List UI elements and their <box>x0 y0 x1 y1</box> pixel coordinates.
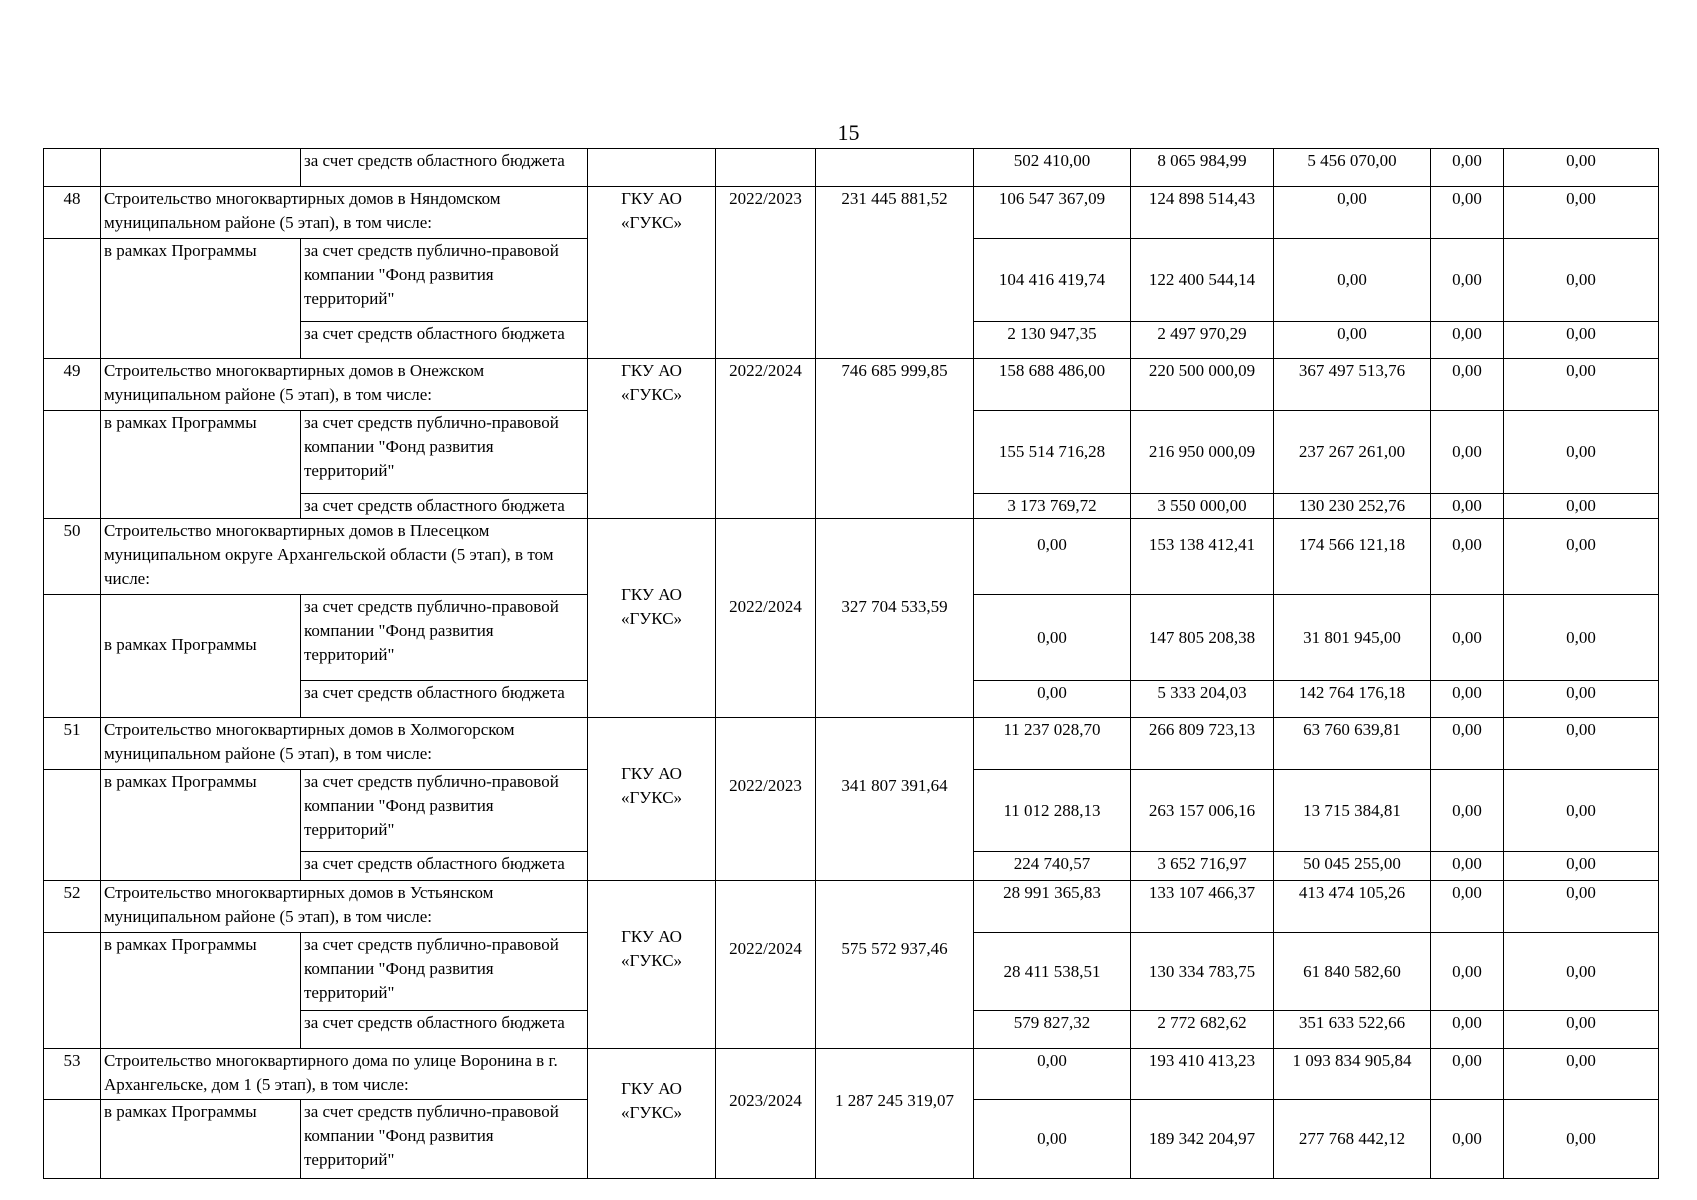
value-cell: 0,00 <box>1431 519 1504 595</box>
table-cell <box>588 149 716 187</box>
table-row <box>44 149 1659 187</box>
period-cell: 2022/2023 <box>716 187 816 359</box>
value-cell: 63 760 639,81 <box>1274 718 1431 770</box>
value-cell: 1 093 834 905,84 <box>1274 1049 1431 1100</box>
row-number: 48 <box>44 187 101 239</box>
value-cell: 0,00 <box>974 1100 1131 1179</box>
row-number: 53 <box>44 1049 101 1100</box>
value-cell: 224 740,57 <box>974 852 1131 881</box>
sub-label: в рамках Программы <box>101 933 301 1049</box>
value-cell: 0,00 <box>1504 1049 1659 1100</box>
agency-cell: ГКУ АО «ГУКС» <box>588 881 716 1049</box>
value-cell: 216 950 000,09 <box>1131 411 1274 494</box>
value-cell: 11 012 288,13 <box>974 770 1131 852</box>
value-cell: 2 497 970,29 <box>1131 322 1274 359</box>
value-cell: 0,00 <box>1431 239 1504 322</box>
value-cell: 106 547 367,09 <box>974 187 1131 239</box>
value-cell: 193 410 413,23 <box>1131 1049 1274 1100</box>
value-cell: 0,00 <box>1504 718 1659 770</box>
source-cell: за счет средств публично-правовой компании "Фонд развития территорий" <box>301 239 588 322</box>
agency-cell: ГКУ АО «ГУКС» <box>588 519 716 718</box>
value-cell: 0,00 <box>1504 187 1659 239</box>
value-cell: 0,00 <box>1431 1011 1504 1049</box>
table-cell <box>44 770 101 881</box>
period-cell: 2022/2024 <box>716 881 816 1049</box>
value-cell: 0,00 <box>1504 681 1659 718</box>
value-cell: 28 411 538,51 <box>974 933 1131 1011</box>
project-row <box>44 519 1659 595</box>
value-cell: 367 497 513,76 <box>1274 359 1431 411</box>
value-cell: 8 065 984,99 <box>1131 149 1274 187</box>
value-cell: 0,00 <box>1431 881 1504 933</box>
project-title: Строительство многоквартирных домов в Плесецком муниципальном округе Архангельской области (5 этап), в том числе: <box>101 519 588 595</box>
table-cell <box>101 149 301 187</box>
source-cell: за счет средств областного бюджета <box>301 1011 588 1049</box>
project-title: Строительство многоквартирного дома по улице Воронина в г. Архангельске, дом 1 (5 этап), в том числе: <box>101 1049 588 1100</box>
value-cell: 0,00 <box>974 681 1131 718</box>
value-cell: 0,00 <box>1504 322 1659 359</box>
value-cell: 0,00 <box>1431 149 1504 187</box>
value-cell: 0,00 <box>1504 149 1659 187</box>
value-cell: 153 138 412,41 <box>1131 519 1274 595</box>
project-title: Строительство многоквартирных домов в Няндомском муниципальном районе (5 этап), в том числе: <box>101 187 588 239</box>
value-cell: 220 500 000,09 <box>1131 359 1274 411</box>
project-row <box>44 718 1659 770</box>
page-number: 15 <box>837 120 860 145</box>
value-cell: 0,00 <box>1274 187 1431 239</box>
source-cell: за счет средств публично-правовой компании "Фонд развития территорий" <box>301 770 588 852</box>
source-cell: за счет средств областного бюджета <box>301 322 588 359</box>
project-row <box>44 359 1659 411</box>
total-cell: 341 807 391,64 <box>816 718 974 881</box>
value-cell: 0,00 <box>1504 881 1659 933</box>
value-cell: 130 334 783,75 <box>1131 933 1274 1011</box>
source-cell: за счет средств областного бюджета <box>301 852 588 881</box>
value-cell: 0,00 <box>1431 187 1504 239</box>
value-cell: 0,00 <box>1431 359 1504 411</box>
value-cell: 0,00 <box>1504 595 1659 681</box>
value-cell: 0,00 <box>1431 1049 1504 1100</box>
value-cell: 158 688 486,00 <box>974 359 1131 411</box>
value-cell: 174 566 121,18 <box>1274 519 1431 595</box>
total-cell: 231 445 881,52 <box>816 187 974 359</box>
value-cell: 0,00 <box>1431 595 1504 681</box>
agency-cell: ГКУ АО «ГУКС» <box>588 718 716 881</box>
period-cell: 2022/2024 <box>716 519 816 718</box>
value-cell: 579 827,32 <box>974 1011 1131 1049</box>
value-cell: 0,00 <box>1431 718 1504 770</box>
table-cell <box>44 239 101 359</box>
value-cell: 147 805 208,38 <box>1131 595 1274 681</box>
value-cell: 28 991 365,83 <box>974 881 1131 933</box>
value-cell: 0,00 <box>1431 494 1504 519</box>
value-cell: 263 157 006,16 <box>1131 770 1274 852</box>
period-cell: 2022/2023 <box>716 718 816 881</box>
value-cell: 0,00 <box>1431 322 1504 359</box>
value-cell: 0,00 <box>1431 933 1504 1011</box>
source-cell: за счет средств областного бюджета <box>301 149 588 187</box>
value-cell: 0,00 <box>1431 1100 1504 1179</box>
value-cell: 189 342 204,97 <box>1131 1100 1274 1179</box>
source-cell: за счет средств публично-правовой компании "Фонд развития территорий" <box>301 411 588 494</box>
row-number: 52 <box>44 881 101 933</box>
value-cell: 124 898 514,43 <box>1131 187 1274 239</box>
value-cell: 413 474 105,26 <box>1274 881 1431 933</box>
value-cell: 61 840 582,60 <box>1274 933 1431 1011</box>
value-cell: 11 237 028,70 <box>974 718 1131 770</box>
row-number: 51 <box>44 718 101 770</box>
value-cell: 0,00 <box>1504 411 1659 494</box>
value-cell: 142 764 176,18 <box>1274 681 1431 718</box>
project-title: Строительство многоквартирных домов в Онежском муниципальном районе (5 этап), в том числе: <box>101 359 588 411</box>
period-cell: 2023/2024 <box>716 1049 816 1179</box>
project-row <box>44 1049 1659 1100</box>
value-cell: 0,00 <box>1504 1100 1659 1179</box>
value-cell: 0,00 <box>1504 359 1659 411</box>
source-cell: за счет средств публично-правовой компании "Фонд развития территорий" <box>301 1100 588 1179</box>
total-cell: 1 287 245 319,07 <box>816 1049 974 1179</box>
table-cell <box>44 933 101 1049</box>
value-cell: 0,00 <box>974 519 1131 595</box>
value-cell: 50 045 255,00 <box>1274 852 1431 881</box>
value-cell: 155 514 716,28 <box>974 411 1131 494</box>
agency-cell: ГКУ АО «ГУКС» <box>588 359 716 519</box>
source-cell: за счет средств областного бюджета <box>301 681 588 718</box>
value-cell: 133 107 466,37 <box>1131 881 1274 933</box>
value-cell: 0,00 <box>1504 494 1659 519</box>
row-number: 50 <box>44 519 101 595</box>
value-cell: 0,00 <box>974 595 1131 681</box>
value-cell: 0,00 <box>1504 1011 1659 1049</box>
sub-label: в рамках Программы <box>101 770 301 881</box>
value-cell: 2 772 682,62 <box>1131 1011 1274 1049</box>
value-cell: 0,00 <box>1504 852 1659 881</box>
table-cell <box>44 595 101 718</box>
value-cell: 3 652 716,97 <box>1131 852 1274 881</box>
value-cell: 502 410,00 <box>974 149 1131 187</box>
value-cell: 0,00 <box>1431 852 1504 881</box>
period-cell: 2022/2024 <box>716 359 816 519</box>
table-cell <box>816 149 974 187</box>
sub-label: в рамках Программы <box>101 239 301 359</box>
value-cell: 3 173 769,72 <box>974 494 1131 519</box>
value-cell: 13 715 384,81 <box>1274 770 1431 852</box>
table-cell <box>44 1100 101 1179</box>
project-title: Строительство многоквартирных домов в Холмогорском муниципальном районе (5 этап), в том числе: <box>101 718 588 770</box>
value-cell: 104 416 419,74 <box>974 239 1131 322</box>
value-cell: 0,00 <box>1504 770 1659 852</box>
value-cell: 0,00 <box>974 1049 1131 1100</box>
source-cell: за счет средств публично-правовой компании "Фонд развития территорий" <box>301 595 588 681</box>
value-cell: 277 768 442,12 <box>1274 1100 1431 1179</box>
value-cell: 0,00 <box>1431 770 1504 852</box>
project-title: Строительство многоквартирных домов в Устьянском муниципальном районе (5 этап), в том числе: <box>101 881 588 933</box>
sub-label: в рамках Программы <box>101 1100 301 1179</box>
table-cell <box>716 149 816 187</box>
value-cell: 5 456 070,00 <box>1274 149 1431 187</box>
row-number: 49 <box>44 359 101 411</box>
project-row <box>44 881 1659 933</box>
total-cell: 327 704 533,59 <box>816 519 974 718</box>
budget-table <box>43 148 1659 1179</box>
value-cell: 0,00 <box>1504 933 1659 1011</box>
source-cell: за счет средств публично-правовой компании "Фонд развития территорий" <box>301 933 588 1011</box>
value-cell: 0,00 <box>1274 322 1431 359</box>
value-cell: 0,00 <box>1274 239 1431 322</box>
value-cell: 0,00 <box>1504 239 1659 322</box>
value-cell: 2 130 947,35 <box>974 322 1131 359</box>
value-cell: 3 550 000,00 <box>1131 494 1274 519</box>
value-cell: 0,00 <box>1504 519 1659 595</box>
value-cell: 237 267 261,00 <box>1274 411 1431 494</box>
sub-label: в рамках Программы <box>101 411 301 519</box>
value-cell: 130 230 252,76 <box>1274 494 1431 519</box>
agency-cell: ГКУ АО «ГУКС» <box>588 187 716 359</box>
total-cell: 746 685 999,85 <box>816 359 974 519</box>
value-cell: 0,00 <box>1431 411 1504 494</box>
value-cell: 266 809 723,13 <box>1131 718 1274 770</box>
total-cell: 575 572 937,46 <box>816 881 974 1049</box>
value-cell: 0,00 <box>1431 681 1504 718</box>
value-cell: 351 633 522,66 <box>1274 1011 1431 1049</box>
project-row <box>44 187 1659 239</box>
value-cell: 5 333 204,03 <box>1131 681 1274 718</box>
source-cell: за счет средств областного бюджета <box>301 494 588 519</box>
agency-cell: ГКУ АО «ГУКС» <box>588 1049 716 1179</box>
sub-label: в рамках Программы <box>101 595 301 718</box>
value-cell: 31 801 945,00 <box>1274 595 1431 681</box>
table-cell <box>44 149 101 187</box>
table-cell <box>44 411 101 519</box>
value-cell: 122 400 544,14 <box>1131 239 1274 322</box>
